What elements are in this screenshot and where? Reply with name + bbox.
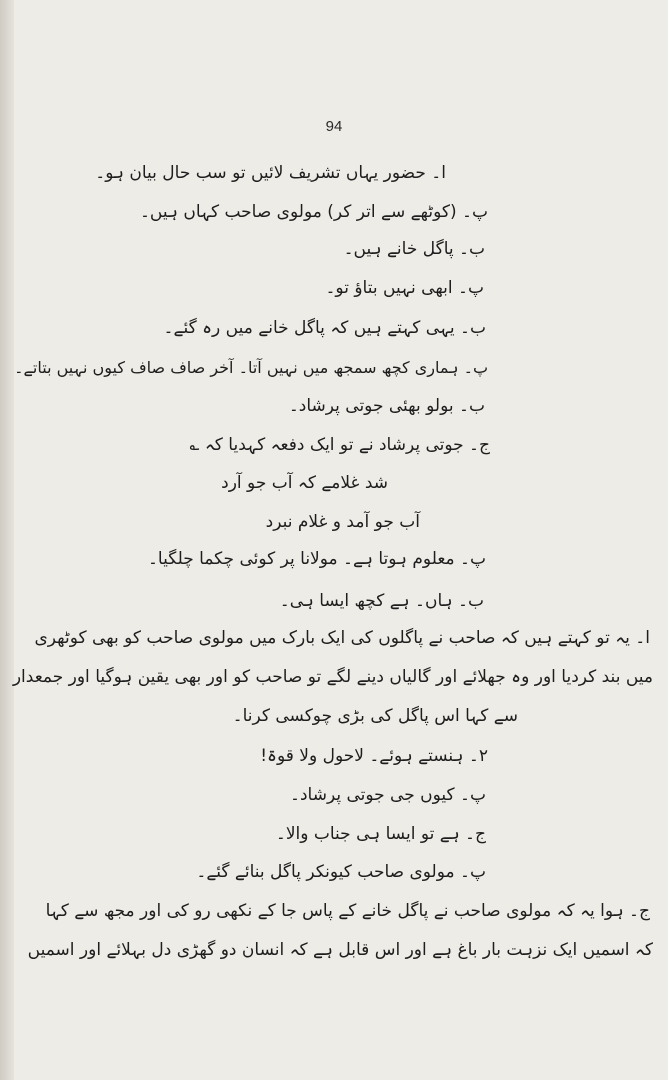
page-number: 94 [325,118,343,135]
text-line: ب۔ یہی کہتے ہیں کہ پاگل خانے میں رہ گئے۔ [163,318,486,338]
text-line: ج۔ ہوا یہ کہ مولوی صاحب نے پاگل خانے کے پاس جا کے نکھی رو کی اور مجھ سے کہا [45,901,650,921]
page-spine-shadow [0,0,14,1080]
verse-line: شد غلامے کہ آب جو آرد [221,473,388,493]
text-line: پ۔ مولوی صاحب کیونکر پاگل بنائے گئے۔ [196,862,486,882]
text-line: ۲۔ ہنستے ہوئے۔ لاحول ولا قوۃ! [260,746,488,766]
text-line: پ۔ ہماری کچھ سمجھ میں نہیں آتا۔ آخر صاف صاف کیوں نہیں بتاتے۔ [14,358,488,377]
text-line: ج۔ جوتی پرشاد نے تو ایک دفعہ کہدیا کہ ؎ [189,435,490,455]
text-line: میں بند کردیا اور وہ جھلائے اور گالیاں دینے لگے تو صاحب کو اور بھی یقین ہوگیا اور جمعدار [12,667,653,687]
text-line: ب۔ بولو بھئی جوتی پرشاد۔ [288,396,485,416]
text-line: ا۔ حضور یہاں تشریف لائیں تو سب حال بیان ہو۔ [95,163,446,183]
text-line: سے کہا اس پاگل کی بڑی چوکسی کرنا۔ [232,706,518,726]
text-line: کہ اسمیں ایک نزہت بار باغ ہے اور اس قابل ہے کہ انسان دو گھڑی دل بہلائے اور اسمیں [27,940,653,960]
text-line: ب۔ پاگل خانے ہیں۔ [343,239,485,259]
text-line: ب۔ ہاں۔ ہے کچھ ایسا ہی۔ [279,591,484,611]
text-line: پ۔ کیوں جی جوتی پرشاد۔ [289,785,486,805]
text-line: پ۔ معلوم ہوتا ہے۔ مولانا پر کوئی چکما چلگیا۔ [147,549,486,569]
text-line: ا۔ یہ تو کہتے ہیں کہ صاحب نے پاگلوں کی ایک بارک میں مولوی صاحب کو بھی کوٹھری [34,628,650,648]
verse-line: آب جو آمد و غلام نبرد [265,512,420,532]
text-line: ج۔ ہے تو ایسا ہی جناب والا۔ [275,824,486,844]
text-line: پ۔ ابھی نہیں بتاؤ تو۔ [325,278,484,298]
text-line: پ۔ (کوٹھے سے اتر کر) مولوی صاحب کہاں ہیں۔ [139,202,488,222]
